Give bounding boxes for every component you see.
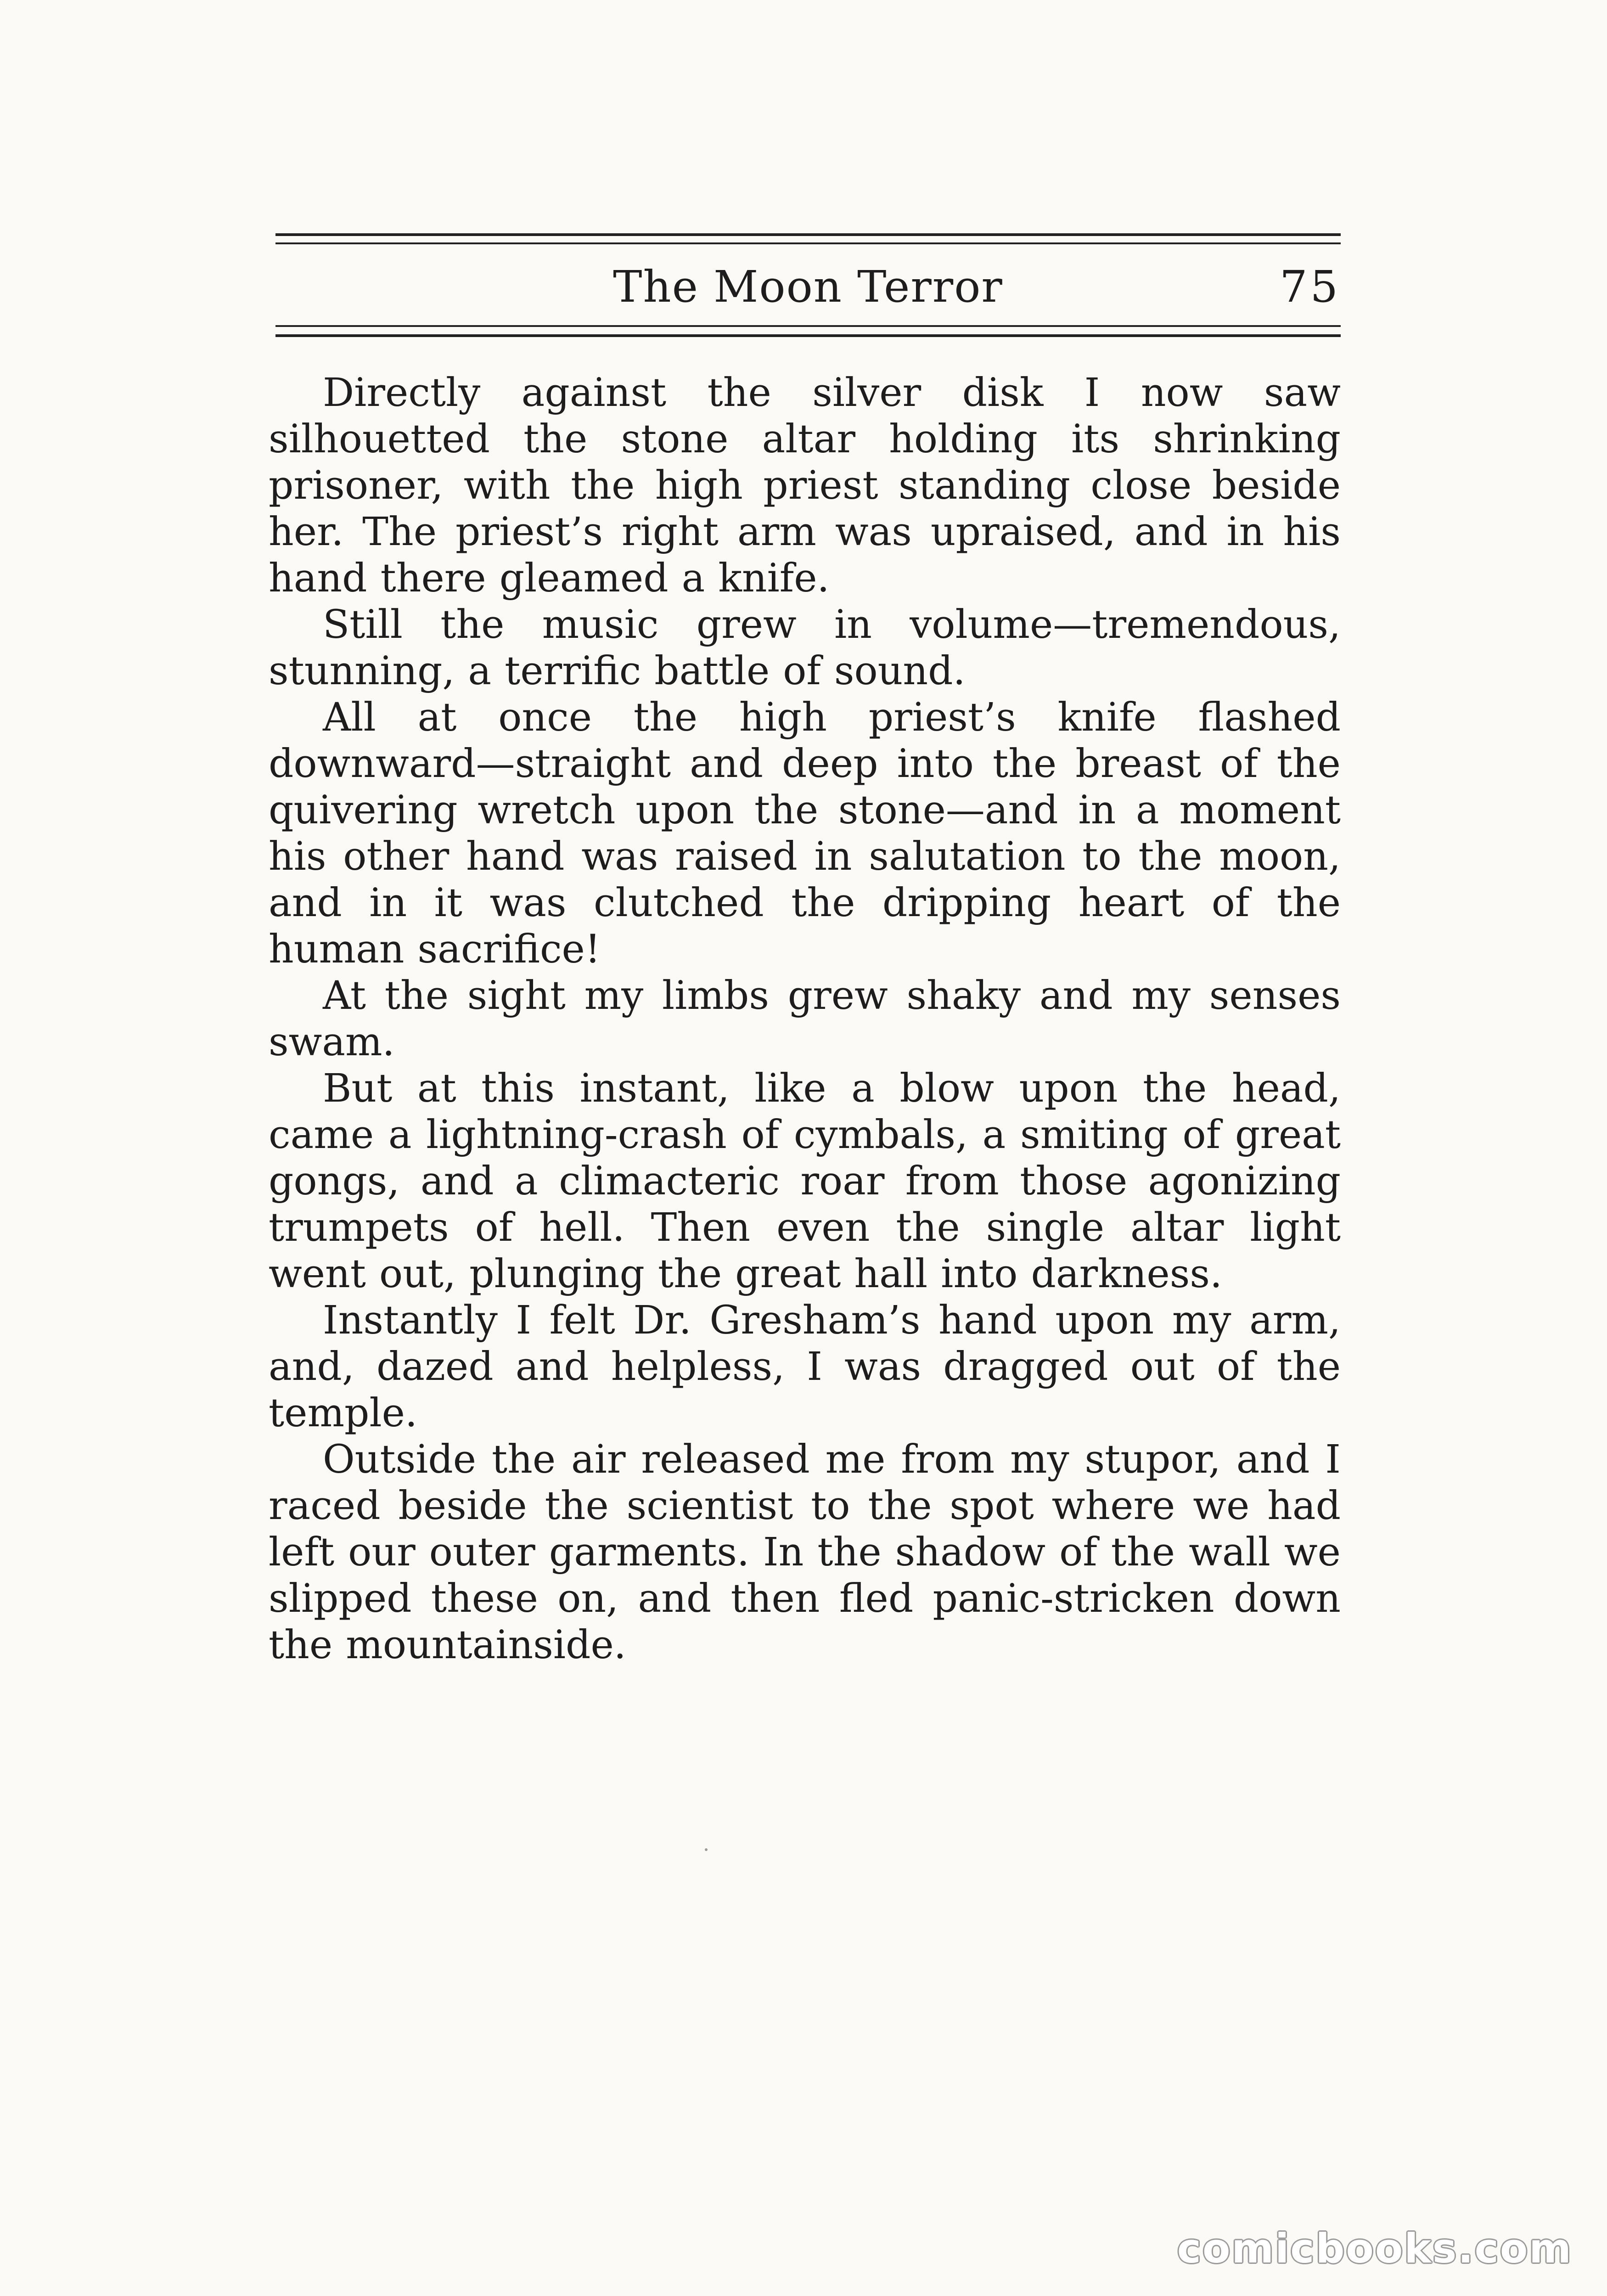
header-rule-bottom-1 bbox=[275, 325, 1341, 327]
running-head bbox=[275, 257, 1341, 321]
paragraph: Directly against the silver disk I now saw silhouetted the stone altar holding its shrinking prisoner, with the high priest standing close beside her. The priest’s right arm was upraised, and in his hand there gleamed a knife. bbox=[269, 370, 1341, 601]
paragraph: At the sight my limbs grew shaky and my senses swam. bbox=[269, 973, 1341, 1065]
page-number: 75 bbox=[1280, 262, 1341, 312]
paragraph: Still the music grew in volume—tremendous, stunning, a terrific battle of sound. bbox=[269, 602, 1341, 694]
print-speck bbox=[705, 1848, 708, 1851]
header-rule-bottom-2 bbox=[275, 334, 1341, 337]
paragraph: Instantly I felt Dr. Gresham’s hand upon my arm, and, dazed and helpless, I was dragged out of the temple. bbox=[269, 1298, 1341, 1436]
header-rule-top-1 bbox=[275, 233, 1341, 236]
paragraph: Outside the air released me from my stupor, and I raced beside the scientist to the spot where we had left our outer garments. In the shadow of the wall we slipped these on, and then fled panic-stricken down the mountainside. bbox=[269, 1437, 1341, 1668]
watermark: comicbooks.com bbox=[1177, 2225, 1573, 2272]
paragraph: All at once the high priest’s knife flashed downward—straight and deep into the breast of the quivering wretch upon the stone—and in a moment his other hand was raised in salutation to the moon, and in it was clutched the dripping heart of the human sacrifice! bbox=[269, 695, 1341, 972]
body-text bbox=[269, 370, 1341, 1668]
running-title: The Moon Terror bbox=[613, 262, 1003, 312]
header-rule-top-2 bbox=[275, 242, 1341, 244]
paragraph: But at this instant, like a blow upon the head, came a lightning-crash of cymbals, a smiting of great gongs, and a climacteric roar from those agonizing trumpets of hell. Then even the single altar light went out, plunging the great hall into darkness. bbox=[269, 1066, 1341, 1297]
